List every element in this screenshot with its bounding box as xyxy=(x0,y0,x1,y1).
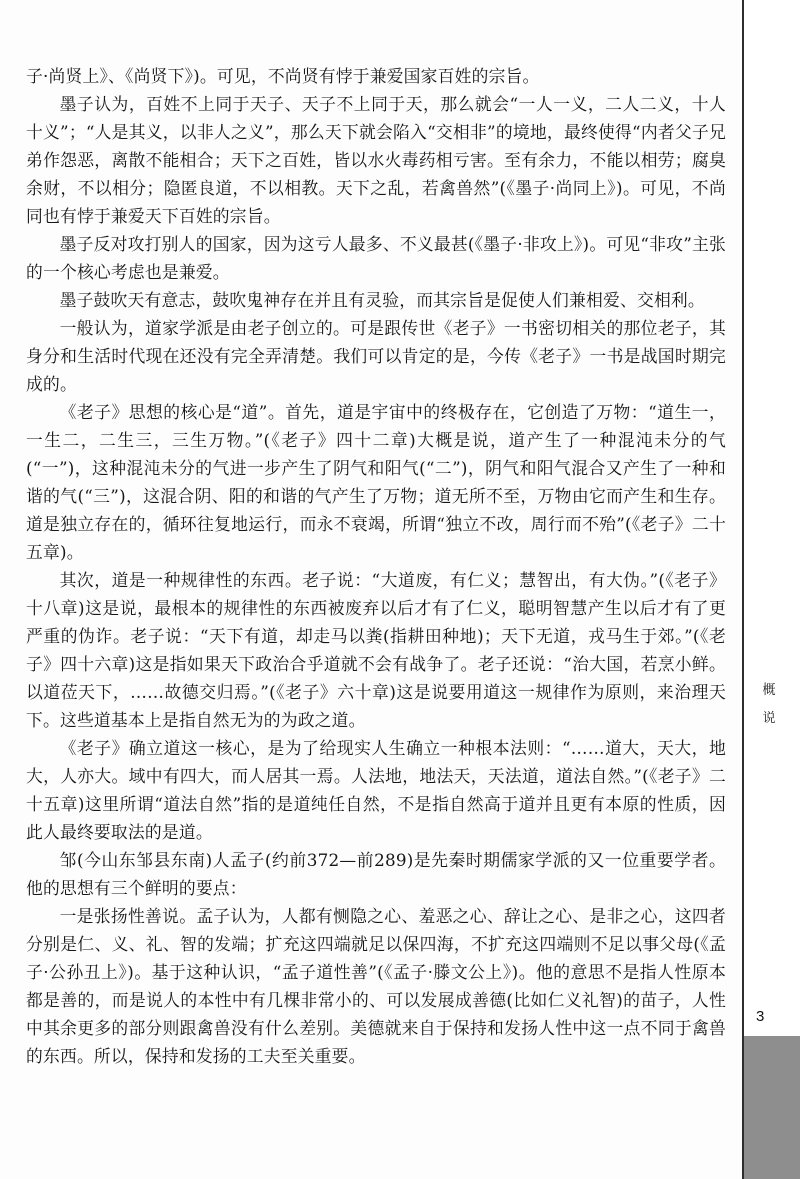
page-number: 3 xyxy=(756,1008,765,1025)
main-text xyxy=(26,62,726,1070)
paragraph-8: 《老子》确立道这一核心，是为了给现实人生确立一种根本法则：“……道大，天大，地大，人亦大。域中有四大，而人居其一焉。人法地，地法天，天法道，道法自然。”(《老子》二十五章)这里所谓“道法自然”指的是道纯任自然，不是指自然高于道并且更有本原的性质，因此人最终要取法的是道。 xyxy=(26,738,726,842)
paragraph-5: 一般认为，道家学派是由老子创立的。可是跟传世《老子》一书密切相关的那位老子，其身分和生活时代现在还没有完全弄清楚。我们可以肯定的是，今传《老子》一书是战国时期完成的。 xyxy=(26,318,726,394)
margin-tab-gray xyxy=(744,1036,800,1179)
running-head-char-2: 说 xyxy=(762,711,776,726)
paragraph-6: 《老子》思想的核心是“道”。首先，道是宇宙中的终极存在，它创造了万物：“道生一，一生二，二生三，三生万物。”(《老子》四十二章)大概是说，道产生了一种混沌未分的气(“一”)，这种混沌未分的气进一步产生了阴气和阳气(“二”)，阴气和阳气混合又产生了一种和谐的气(“三”)，这混合阴、阳的和谐的气产生了万物；道无所不至，万物由它而产生和生存。道是独立存在的，循环往复地运行，而永不衰竭，所谓“独立不改，周行而不殆”(《老子》二十五章)。 xyxy=(26,402,726,562)
paragraph-4: 墨子鼓吹天有意志，鼓吹鬼神存在并且有灵验，而其宗旨是促使人们兼相爱、交相利。 xyxy=(59,290,705,310)
paragraph-7: 其次，道是一种规律性的东西。老子说：“大道废，有仁义；慧智出，有大伪。”(《老子》十八章)这是说，最根本的规律性的东西被废弃以后才有了仁义，聪明智慧产生以后才有了更严重的伪诈。老子说：“天下有道，却走马以粪(指耕田种地)；天下无道，戎马生于郊。”(《老子》四十六章)这是指如果天下政治合乎道就不会有战争了。老子还说：“治大国，若烹小鲜。以道莅天下，……故德交归焉。”(《老子》六十章)这是说要用道这一规律作为原则，来治理天下。这些道基本上是指自然无为的为政之道。 xyxy=(26,570,726,730)
running-head xyxy=(758,682,780,738)
paragraph-10: 一是张扬性善说。孟子认为，人都有恻隐之心、羞恶之心、辞让之心、是非之心，这四者分别是仁、义、礼、智的发端；扩充这四端就足以保四海，不扩充这四端则不足以事父母(《孟子·公孙丑上》)。基于这种认识，“孟子道性善”(《孟子·滕文公上》)。他的意思不是指人性原本都是善的，而是说人的本性中有几棵非常小的、可以发展成善德(比如仁义礼智)的苗子，人性中其余更多的部分则跟禽兽没有什么差别。美德就来自于保持和发扬人性中这一点不同于禽兽的东西。所以，保持和发扬的工夫至关重要。 xyxy=(26,906,726,1066)
paragraph-1: 子·尚贤上》、《尚贤下》)。可见，不尚贤有悖于兼爱国家百姓的宗旨。 xyxy=(26,66,540,86)
paragraph-9: 邹(今山东邹县东南)人孟子(约前372—前289)是先秦时期儒家学派的又一位重要学者。他的思想有三个鲜明的要点： xyxy=(26,850,726,898)
paragraph-2: 墨子认为，百姓不上同于天子、天子不上同于天，那么就会“一人一义，二人二义，十人十义”；“人是其义，以非人之义”，那么天下就会陷入“交相非”的境地，最终使得“内者父子兄弟作怨恶，离散不能相合；天下之百姓，皆以水火毒药相亏害。至有余力，不能以相劳；腐臭余财，不以相分；隐匿良道，不以相教。天下之乱，若禽兽然”(《墨子·尚同上》)。可见，不尚同也有悖于兼爱天下百姓的宗旨。 xyxy=(26,94,726,226)
margin-strip xyxy=(742,0,800,1179)
paragraph-3: 墨子反对攻打别人的国家，因为这亏人最多、不义最甚(《墨子·非攻上》)。可见“非攻”主张的一个核心考虑也是兼爱。 xyxy=(26,234,726,282)
running-head-char-1: 概 xyxy=(762,683,776,698)
